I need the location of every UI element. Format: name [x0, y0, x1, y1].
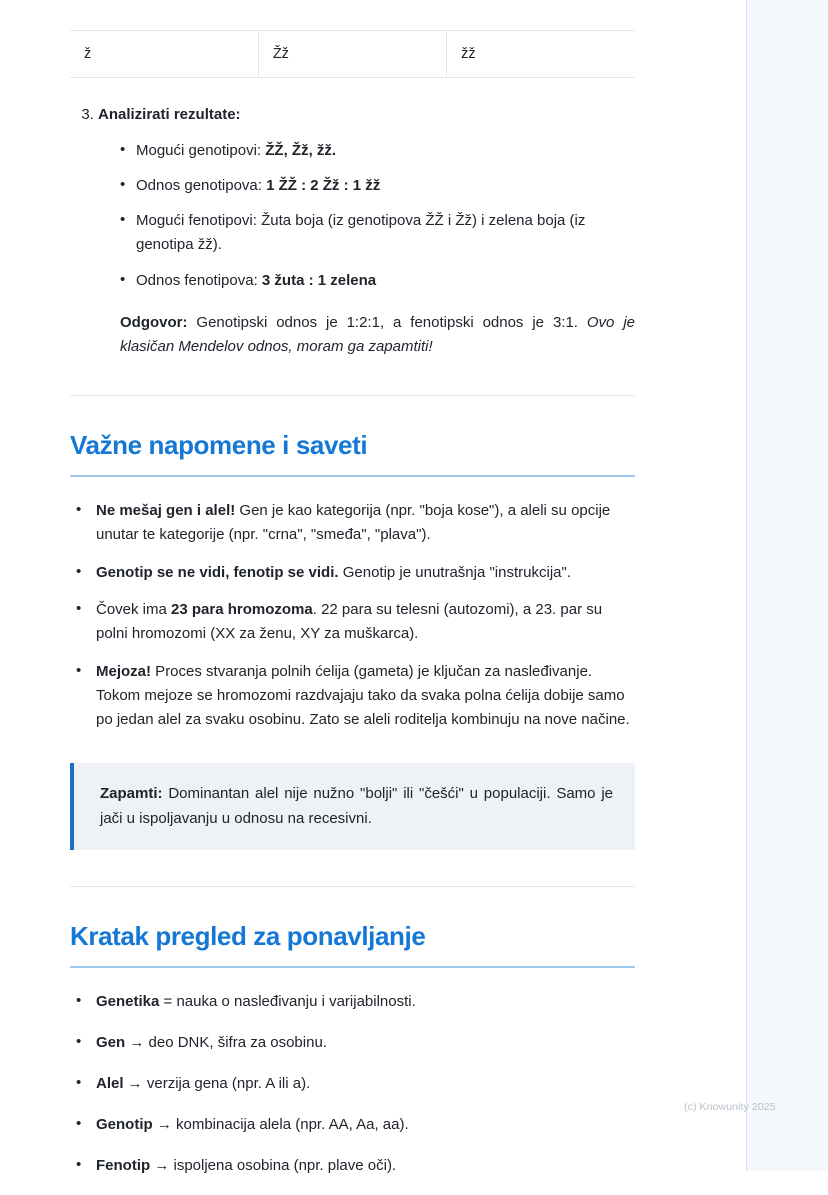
list-item: [70, 1113, 635, 1137]
list-item: [120, 269, 635, 293]
genotype-ratio-value: 1 ŽŽ : 2 Žž : 1 žž: [266, 176, 381, 194]
summary-term-gen: Gen: [96, 1033, 126, 1051]
phenotype-ratio-label: Odnos fenotipova:: [136, 271, 262, 289]
table-cell-gamete: ž: [70, 31, 258, 77]
answer-note: Ovo je klasičan Mendelov odnos, moram ga zapamtiti!: [120, 313, 635, 355]
callout-text: Dominantan alel nije nužno "bolji" ili "češći" u populaciji. Samo je jači u ispoljavanju u odnosu na recesivni.: [100, 784, 613, 828]
answer-text: Genotipski odnos je 1:2:1, a fenotipski odnos je 3:1.: [187, 313, 587, 331]
step-item-analyze: [98, 104, 635, 359]
summary-def-gen: → deo DNK, šifra za osobinu.: [125, 1033, 327, 1051]
list-item: [120, 209, 635, 258]
callout-label: Zapamti:: [100, 784, 163, 802]
section-heading-notes: Važne napomene i saveti: [70, 430, 635, 477]
list-item: [120, 139, 635, 163]
note-3-text-start: Čovek ima: [96, 601, 172, 619]
summary-def-alel: → verzija gena (npr. A ili a).: [123, 1074, 311, 1092]
summary-def-genetika: = nauka o nasleđivanju i varijabilnosti.: [159, 992, 416, 1010]
list-item: [70, 990, 635, 1014]
punnett-table: [70, 31, 635, 77]
table-row: [70, 31, 635, 77]
genotype-ratio-label: Odnos genotipova:: [136, 176, 267, 194]
callout-remember: [70, 763, 635, 850]
summary-term-genotip: Genotip: [96, 1115, 153, 1133]
note-4-text: Proces stvaranja polnih ćelija (gameta) je ključan za nasleđivanje. Tokom mejoze se hromozomi razdvajaju tako da svaka polna ćelija dobije samo po jedan alel za svaku osobinu. Zato se aleli roditelja kombinuju na nove načine.: [96, 662, 630, 729]
step-sub-list: [98, 139, 635, 293]
summary-def-genotip: → kombinacija alela (npr. AA, Aa, aa).: [152, 1115, 409, 1133]
note-4-bold: Mejoza!: [96, 662, 152, 680]
step-title: Analizirati rezultate:: [98, 106, 241, 123]
list-item: [70, 1031, 635, 1055]
answer-block: [120, 311, 635, 359]
summary-term-fenotip: Fenotip: [96, 1156, 151, 1174]
divider-after-notes: [70, 886, 635, 887]
table-cell-genotype-1: Žž: [258, 31, 446, 77]
steps-list: [70, 104, 635, 359]
section-heading-summary: Kratak pregled za ponavljanje: [70, 921, 635, 968]
genotypes-value: ŽŽ, Žž, žž.: [265, 141, 337, 159]
list-item: [70, 1154, 635, 1178]
note-2-text: Genotip je unutrašnja "instrukcija".: [338, 563, 571, 581]
answer-label: Odgovor:: [120, 313, 188, 331]
list-item: [70, 561, 635, 585]
watermark: (c) Knowunity 2025: [684, 1101, 776, 1113]
note-2-bold: Genotip se ne vidi, fenotip se vidi.: [96, 563, 339, 581]
list-item: [70, 660, 635, 733]
summary-term-genetika: Genetika: [96, 992, 160, 1010]
note-3-bold: 23 para hromozoma: [171, 601, 313, 619]
document-content: [70, 0, 635, 1195]
notes-bullet-list: [70, 499, 635, 732]
list-item: [70, 598, 635, 647]
punnett-table-wrapper: [70, 30, 635, 78]
summary-term-alel: Alel: [96, 1074, 124, 1092]
right-sidebar-strip: [746, 0, 828, 1171]
list-item: [70, 1072, 635, 1096]
summary-def-fenotip: → ispoljena osobina (npr. plave oči).: [150, 1156, 397, 1174]
note-1-bold: Ne mešaj gen i alel!: [96, 502, 236, 520]
phenotype-ratio-value: 3 žuta : 1 zelena: [261, 271, 377, 289]
list-item: [120, 174, 635, 198]
note-3-text-end: . 22 para su telesni (autozomi), a 23. par su polni hromozomi (XX za ženu, XY za muškarca).: [96, 601, 603, 643]
list-item: [70, 499, 635, 548]
summary-list: [70, 990, 635, 1178]
note-1-text: Gen je kao kategorija (npr. "boja kose"), a aleli su opcije unutar te kategorije (npr. "crna", "smeđa", "plava").: [96, 502, 611, 544]
phenotypes-text: Mogući fenotipovi: Žuta boja (iz genotipova ŽŽ i Žž) i zelena boja (iz genotipa žž).: [136, 212, 586, 254]
genotypes-label: Mogući genotipovi:: [136, 141, 266, 159]
table-cell-genotype-2: žž: [461, 46, 476, 62]
divider-after-steps: [70, 395, 635, 396]
